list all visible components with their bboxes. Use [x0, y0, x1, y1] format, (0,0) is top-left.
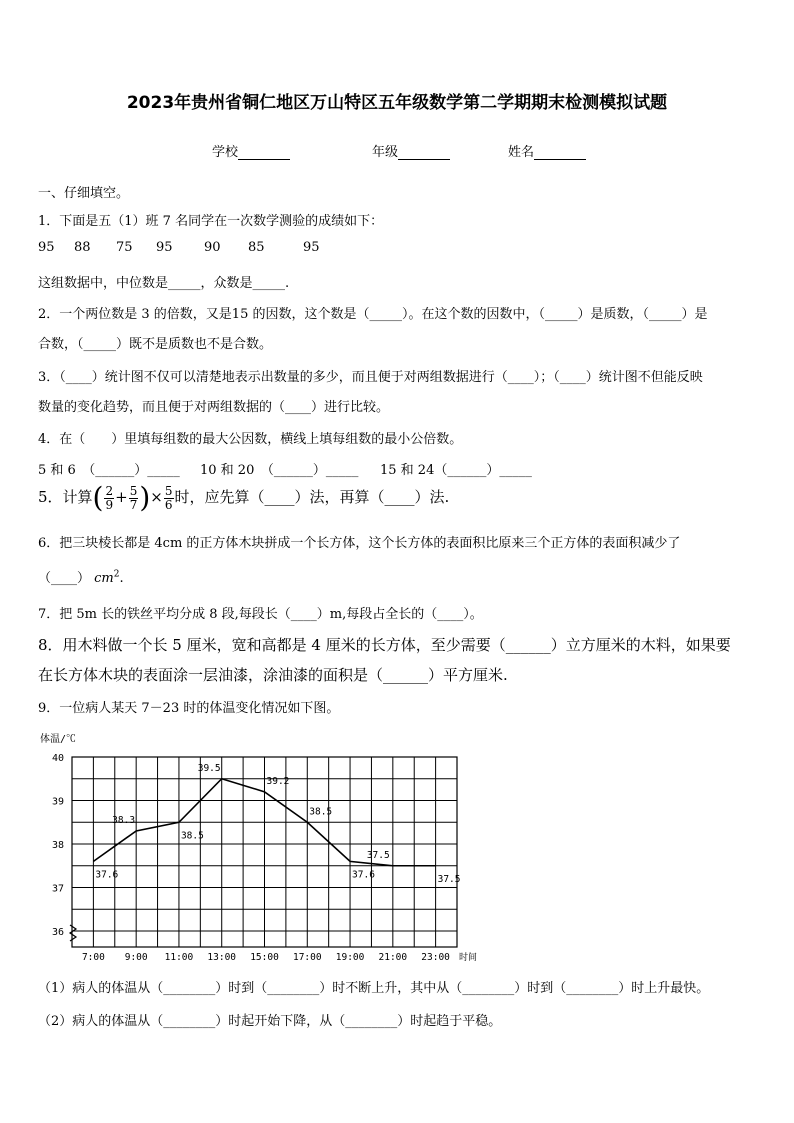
question-2-line2: 合数，（_____）既不是质数也不是合数。	[38, 337, 273, 352]
x-tick-label: 15:00	[250, 952, 279, 963]
numerator: 5	[129, 483, 138, 498]
times-sign: ×	[150, 488, 163, 506]
x-tick-label: 9:00	[124, 952, 148, 963]
denominator: 9	[105, 497, 114, 512]
question-3-line1: 3．（____）统计图不仅可以清楚地表示出数量的多少，而且便于对两组数据进行（____）；（____）统计图不但能反映	[38, 370, 703, 385]
score: 85	[248, 240, 265, 255]
score: 75	[116, 240, 133, 255]
data-label: 38.5	[309, 806, 333, 818]
data-label: 39.2	[266, 775, 290, 787]
data-label: 38.5	[180, 830, 204, 842]
score: 95	[303, 240, 320, 255]
score: 95	[38, 240, 55, 255]
x-tick-label: 17:00	[292, 952, 322, 963]
data-label: 39.5	[197, 762, 221, 774]
unit: cm	[94, 571, 114, 586]
question-7: 7．把 5m 长的铁丝平均分成 8 段,每段长（____）m,每段占全长的（____）。	[38, 607, 483, 622]
numerator: 2	[105, 483, 114, 498]
question-9-sub2: （2）病人的体温从（________）时起开始下降，从（________）时起趋于平稳。	[38, 1014, 502, 1029]
numerator: 5	[164, 483, 173, 498]
x-tick-label: 13:00	[207, 952, 237, 963]
axis-break	[70, 925, 76, 941]
y-tick-label: 36	[51, 927, 64, 938]
question-2-line1: 2．一个两位数是 3 的倍数，又是15 的因数，这个数是（_____）。在这个数的因数中，（_____）是质数，（_____）是	[38, 307, 708, 322]
x-tick-label: 23:00	[421, 952, 450, 963]
section-heading: 一、仔细填空。	[38, 186, 130, 201]
denominator: 7	[129, 497, 138, 512]
page-title: 2023年贵州省铜仁地区万山特区五年级数学第二学期期末检测模拟试题	[126, 93, 668, 113]
fraction	[164, 485, 174, 512]
y-tick-label: 39	[51, 796, 64, 808]
score: 88	[74, 240, 91, 255]
x-tick-label: 19:00	[335, 952, 365, 963]
fraction	[104, 485, 114, 512]
question-1-follow: 这组数据中，中位数是_____，众数是_____.	[38, 276, 290, 291]
fraction	[129, 485, 139, 512]
question-8-line2: 在长方体木块的表面涂一层油漆，涂油漆的面积是（______）平方厘米.	[38, 666, 508, 684]
question-5	[38, 481, 450, 514]
y-tick-label: 40	[51, 753, 64, 764]
q5-suffix: 时，应先算（____）法，再算（____）法.	[174, 488, 450, 506]
data-label: 37.5	[437, 873, 461, 885]
score: 90	[204, 240, 221, 255]
score: 95	[156, 240, 173, 255]
x-tick-label: 7:00	[81, 952, 105, 963]
question-4-item: 15 和 24（______）_____	[380, 463, 532, 478]
question-4: 4．在（ ）里填每组数的最大公因数，横线上填每组数的最小公倍数。	[38, 432, 463, 447]
x-axis-label: 时间	[459, 953, 478, 963]
grade-blank[interactable]	[398, 147, 450, 160]
q5-prefix: 5．计算	[38, 488, 93, 506]
question-9: 9．一位病人某天 7－23 时的体温变化情况如下图。	[38, 701, 340, 716]
data-label: 37.6	[352, 869, 375, 881]
school-field: 学校	[212, 141, 290, 160]
left-paren: (	[92, 481, 104, 514]
denominator: 6	[164, 497, 173, 512]
x-tick-label: 21:00	[378, 952, 408, 963]
school-blank[interactable]	[238, 147, 290, 160]
grade-field: 年级	[372, 141, 450, 160]
y-tick-label: 38	[51, 840, 64, 851]
right-paren: )	[139, 481, 151, 514]
question-4-item: 5 和 6 （______）_____	[38, 463, 180, 478]
question-4-item: 10 和 20 （______）_____	[200, 463, 359, 478]
data-label: 37.5	[366, 849, 390, 861]
question-8-line1: 8．用木料做一个长 5 厘米，宽和高都是 4 厘米的长方体，至少需要（______）立方厘米的木料，如果要	[38, 636, 731, 654]
question-6-line2: （____） $cm^2$.	[38, 569, 124, 586]
plus-sign: +	[115, 488, 128, 506]
question-3-line2: 数量的变化趋势，而且便于对两组数据的（____）进行比较。	[38, 400, 390, 415]
data-label: 37.6	[95, 869, 119, 881]
data-label: 38.3	[112, 814, 136, 826]
name-blank[interactable]	[534, 147, 586, 160]
y-axis-label: 体温/℃	[40, 734, 77, 745]
temperature-chart	[30, 728, 480, 964]
question-6-line1: 6．把三块棱长都是 4cm 的正方体木块拼成一个长方体，这个长方体的表面积比原来三个正方体的表面积减少了	[38, 536, 681, 551]
question-9-sub1: （1）病人的体温从（________）时到（________）时不断上升，其中从（________）时到（________）时上升最快。	[38, 981, 710, 996]
x-tick-label: 11:00	[164, 952, 194, 963]
y-tick-label: 37	[51, 883, 64, 895]
name-field: 姓名	[508, 141, 586, 160]
unit-exponent: 2	[113, 569, 120, 580]
question-1: 1．下面是五（1）班 7 名同学在一次数学测验的成绩如下：	[38, 214, 384, 229]
